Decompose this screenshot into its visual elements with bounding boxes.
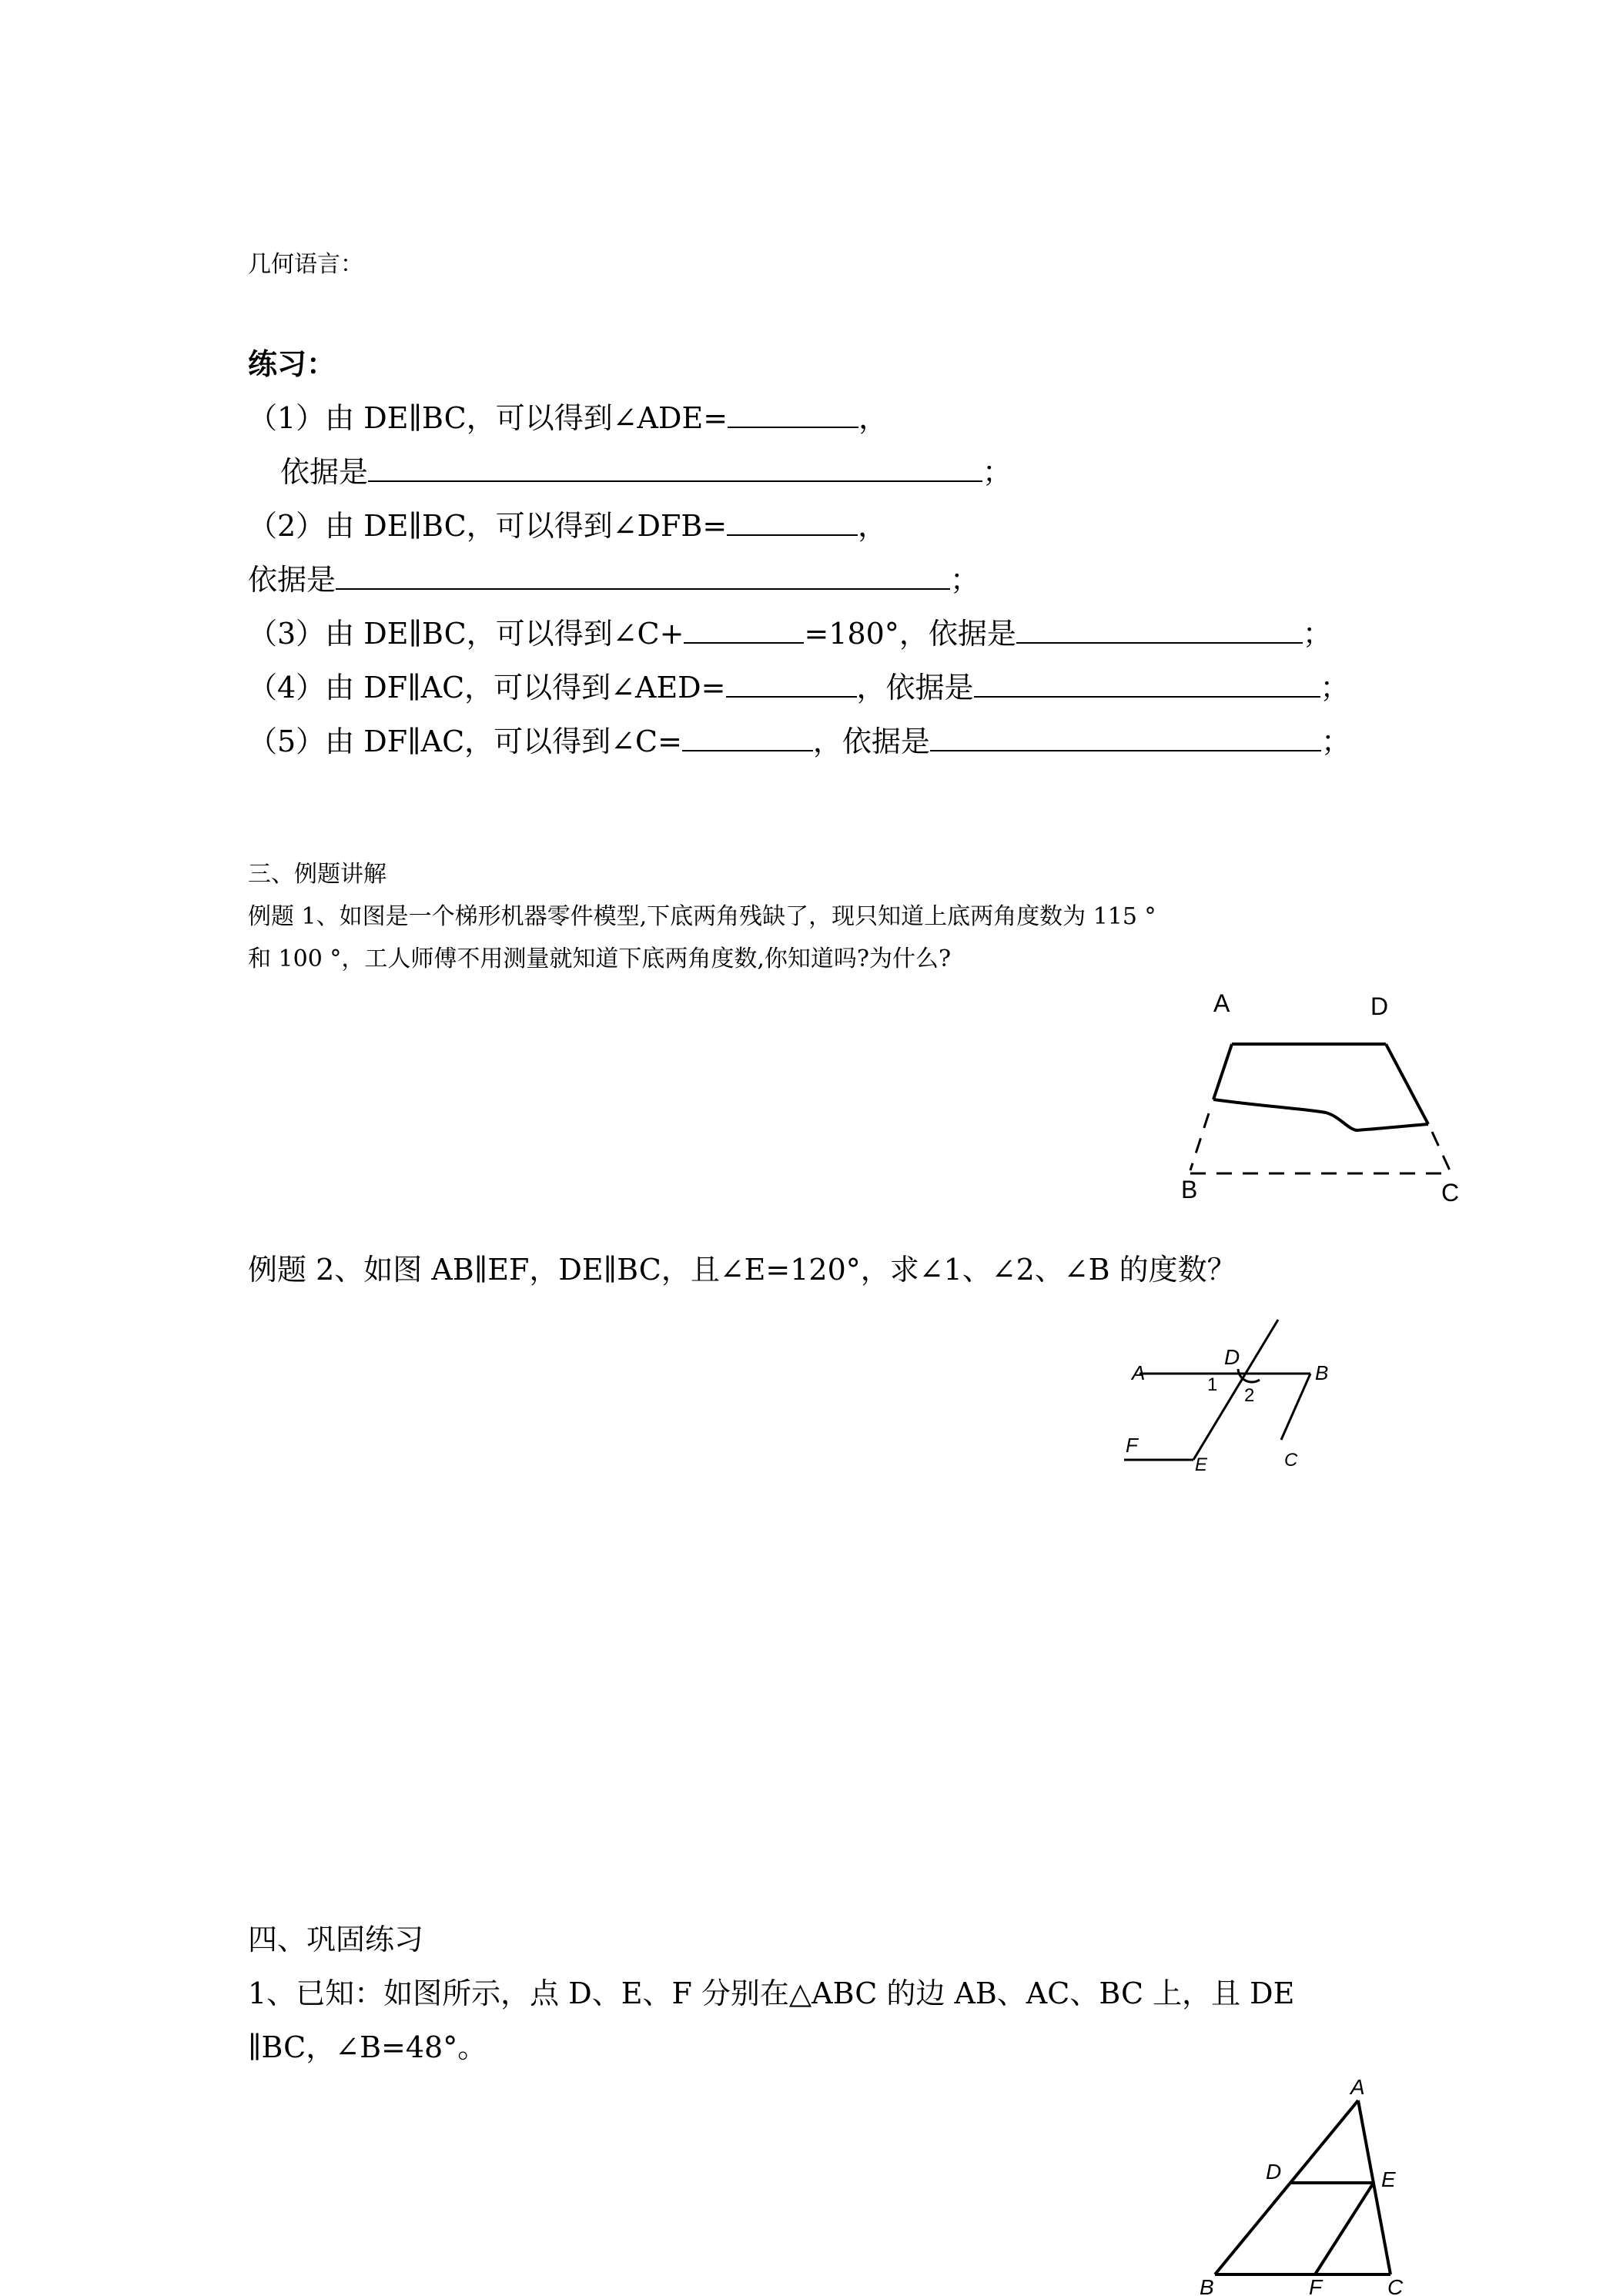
exercise-item-1-punct: ， <box>858 401 888 435</box>
example-1-line-2: 和 100 °，工人师傅不用测量就知道下底两角度数,你知道吗?为什么? <box>248 946 952 972</box>
answer-blank[interactable] <box>682 724 813 751</box>
section-3-title: 三、例题讲解 <box>248 861 387 888</box>
label-a: A <box>1132 1361 1146 1384</box>
left-leg-dashed <box>1190 1113 1209 1170</box>
label-d: D <box>1266 2160 1282 2184</box>
exercise-item-5-text: （5）由 DF∥AC，可以得到∠C= <box>248 725 682 758</box>
exercise-item-3 <box>248 610 1332 652</box>
exercise-heading: 练习： <box>248 346 336 381</box>
basis-label: 依据是 <box>248 563 336 597</box>
exercise-item-3-punct: ； <box>1302 617 1332 651</box>
basis-punct: ； <box>982 455 1012 489</box>
section-4-title: 四、巩固练习 <box>248 1923 424 1956</box>
label-c: C <box>1284 1450 1298 1471</box>
exercise-item-3-text: （3）由 DE∥BC，可以得到∠C+ <box>248 617 684 651</box>
exercise-item-2-text: （2）由 DE∥BC，可以得到∠DFB= <box>248 509 728 543</box>
exercise-item-2-basis <box>248 556 979 598</box>
label-a: A <box>1213 989 1230 1017</box>
angle-1-label: 1 <box>1207 1374 1218 1395</box>
segment-ef <box>1315 2183 1374 2274</box>
answer-blank[interactable] <box>727 508 858 536</box>
basis-punct: ； <box>950 563 980 597</box>
trapezoid-part-figure <box>1155 978 1478 1209</box>
triangle-abc-figure <box>1186 2079 1440 2296</box>
label-d: D <box>1370 992 1389 1020</box>
line-bc <box>1281 1374 1310 1440</box>
side-ab <box>1215 2100 1358 2274</box>
angle-2-label: 2 <box>1244 1385 1255 1406</box>
exercise-item-5-punct: ； <box>1320 725 1350 758</box>
label-e: E <box>1195 1454 1208 1475</box>
exercise-item-2-punct: ， <box>858 509 888 543</box>
line-de-extended <box>1193 1320 1278 1460</box>
geometric-language-label: 几何语言： <box>248 251 363 278</box>
answer-blank[interactable] <box>930 724 1321 751</box>
question-1-line-2: ∥BC，∠B=48°。 <box>248 2030 487 2064</box>
broken-edge-curve <box>1213 1099 1428 1130</box>
label-d: D <box>1224 1345 1240 1369</box>
right-leg-dashed <box>1432 1132 1450 1170</box>
example-1-line-1: 例题 1、如图是一个梯形机器零件模型,下底两角残缺了，现只知道上底两角度数为 115 ° <box>248 903 1156 930</box>
parallel-lines-figure <box>1109 1309 1355 1478</box>
exercise-item-4 <box>248 664 1350 706</box>
exercise-item-4-mid: ，依据是 <box>856 671 974 705</box>
exercise-item-5-mid: ，依据是 <box>812 725 930 758</box>
question-1-line-1: 1、已知：如图所示，点 D、E、F 分别在△ABC 的边 AB、AC、BC 上，且 DE <box>248 1976 1295 2010</box>
answer-blank[interactable] <box>728 400 858 428</box>
label-f: F <box>1309 2275 1323 2296</box>
right-leg-line <box>1386 1044 1428 1124</box>
left-leg-line <box>1213 1044 1232 1099</box>
exercise-item-4-text: （4）由 DF∥AC，可以得到∠AED= <box>248 671 726 705</box>
exercise-item-5 <box>248 718 1350 760</box>
basis-label: 依据是 <box>280 455 369 489</box>
exercise-item-1-basis <box>280 448 1012 490</box>
answer-blank[interactable] <box>974 670 1320 698</box>
answer-blank[interactable] <box>684 616 804 644</box>
exercise-item-4-punct: ； <box>1320 671 1350 705</box>
answer-blank[interactable] <box>368 454 982 482</box>
answer-blank[interactable] <box>726 670 857 698</box>
label-b: B <box>1200 2275 1214 2296</box>
label-a: A <box>1350 2079 1365 2099</box>
exercise-item-2 <box>248 502 887 544</box>
label-e: E <box>1381 2167 1396 2191</box>
exercise-item-1 <box>248 394 888 437</box>
exercise-item-1-text: （1）由 DE∥BC，可以得到∠ADE= <box>248 401 728 435</box>
answer-blank[interactable] <box>336 562 950 590</box>
example-2-text: 例题 2、如图 AB∥EF，DE∥BC，且∠E=120°，求∠1、∠2、∠B 的度数？ <box>248 1253 1236 1287</box>
label-b: B <box>1315 1361 1329 1384</box>
label-f: F <box>1126 1434 1138 1457</box>
exercise-item-3-mid: =180°，依据是 <box>804 617 1016 651</box>
label-c: C <box>1387 2275 1404 2296</box>
label-c: C <box>1441 1179 1460 1207</box>
answer-blank[interactable] <box>1016 616 1303 644</box>
label-b: B <box>1181 1176 1198 1203</box>
